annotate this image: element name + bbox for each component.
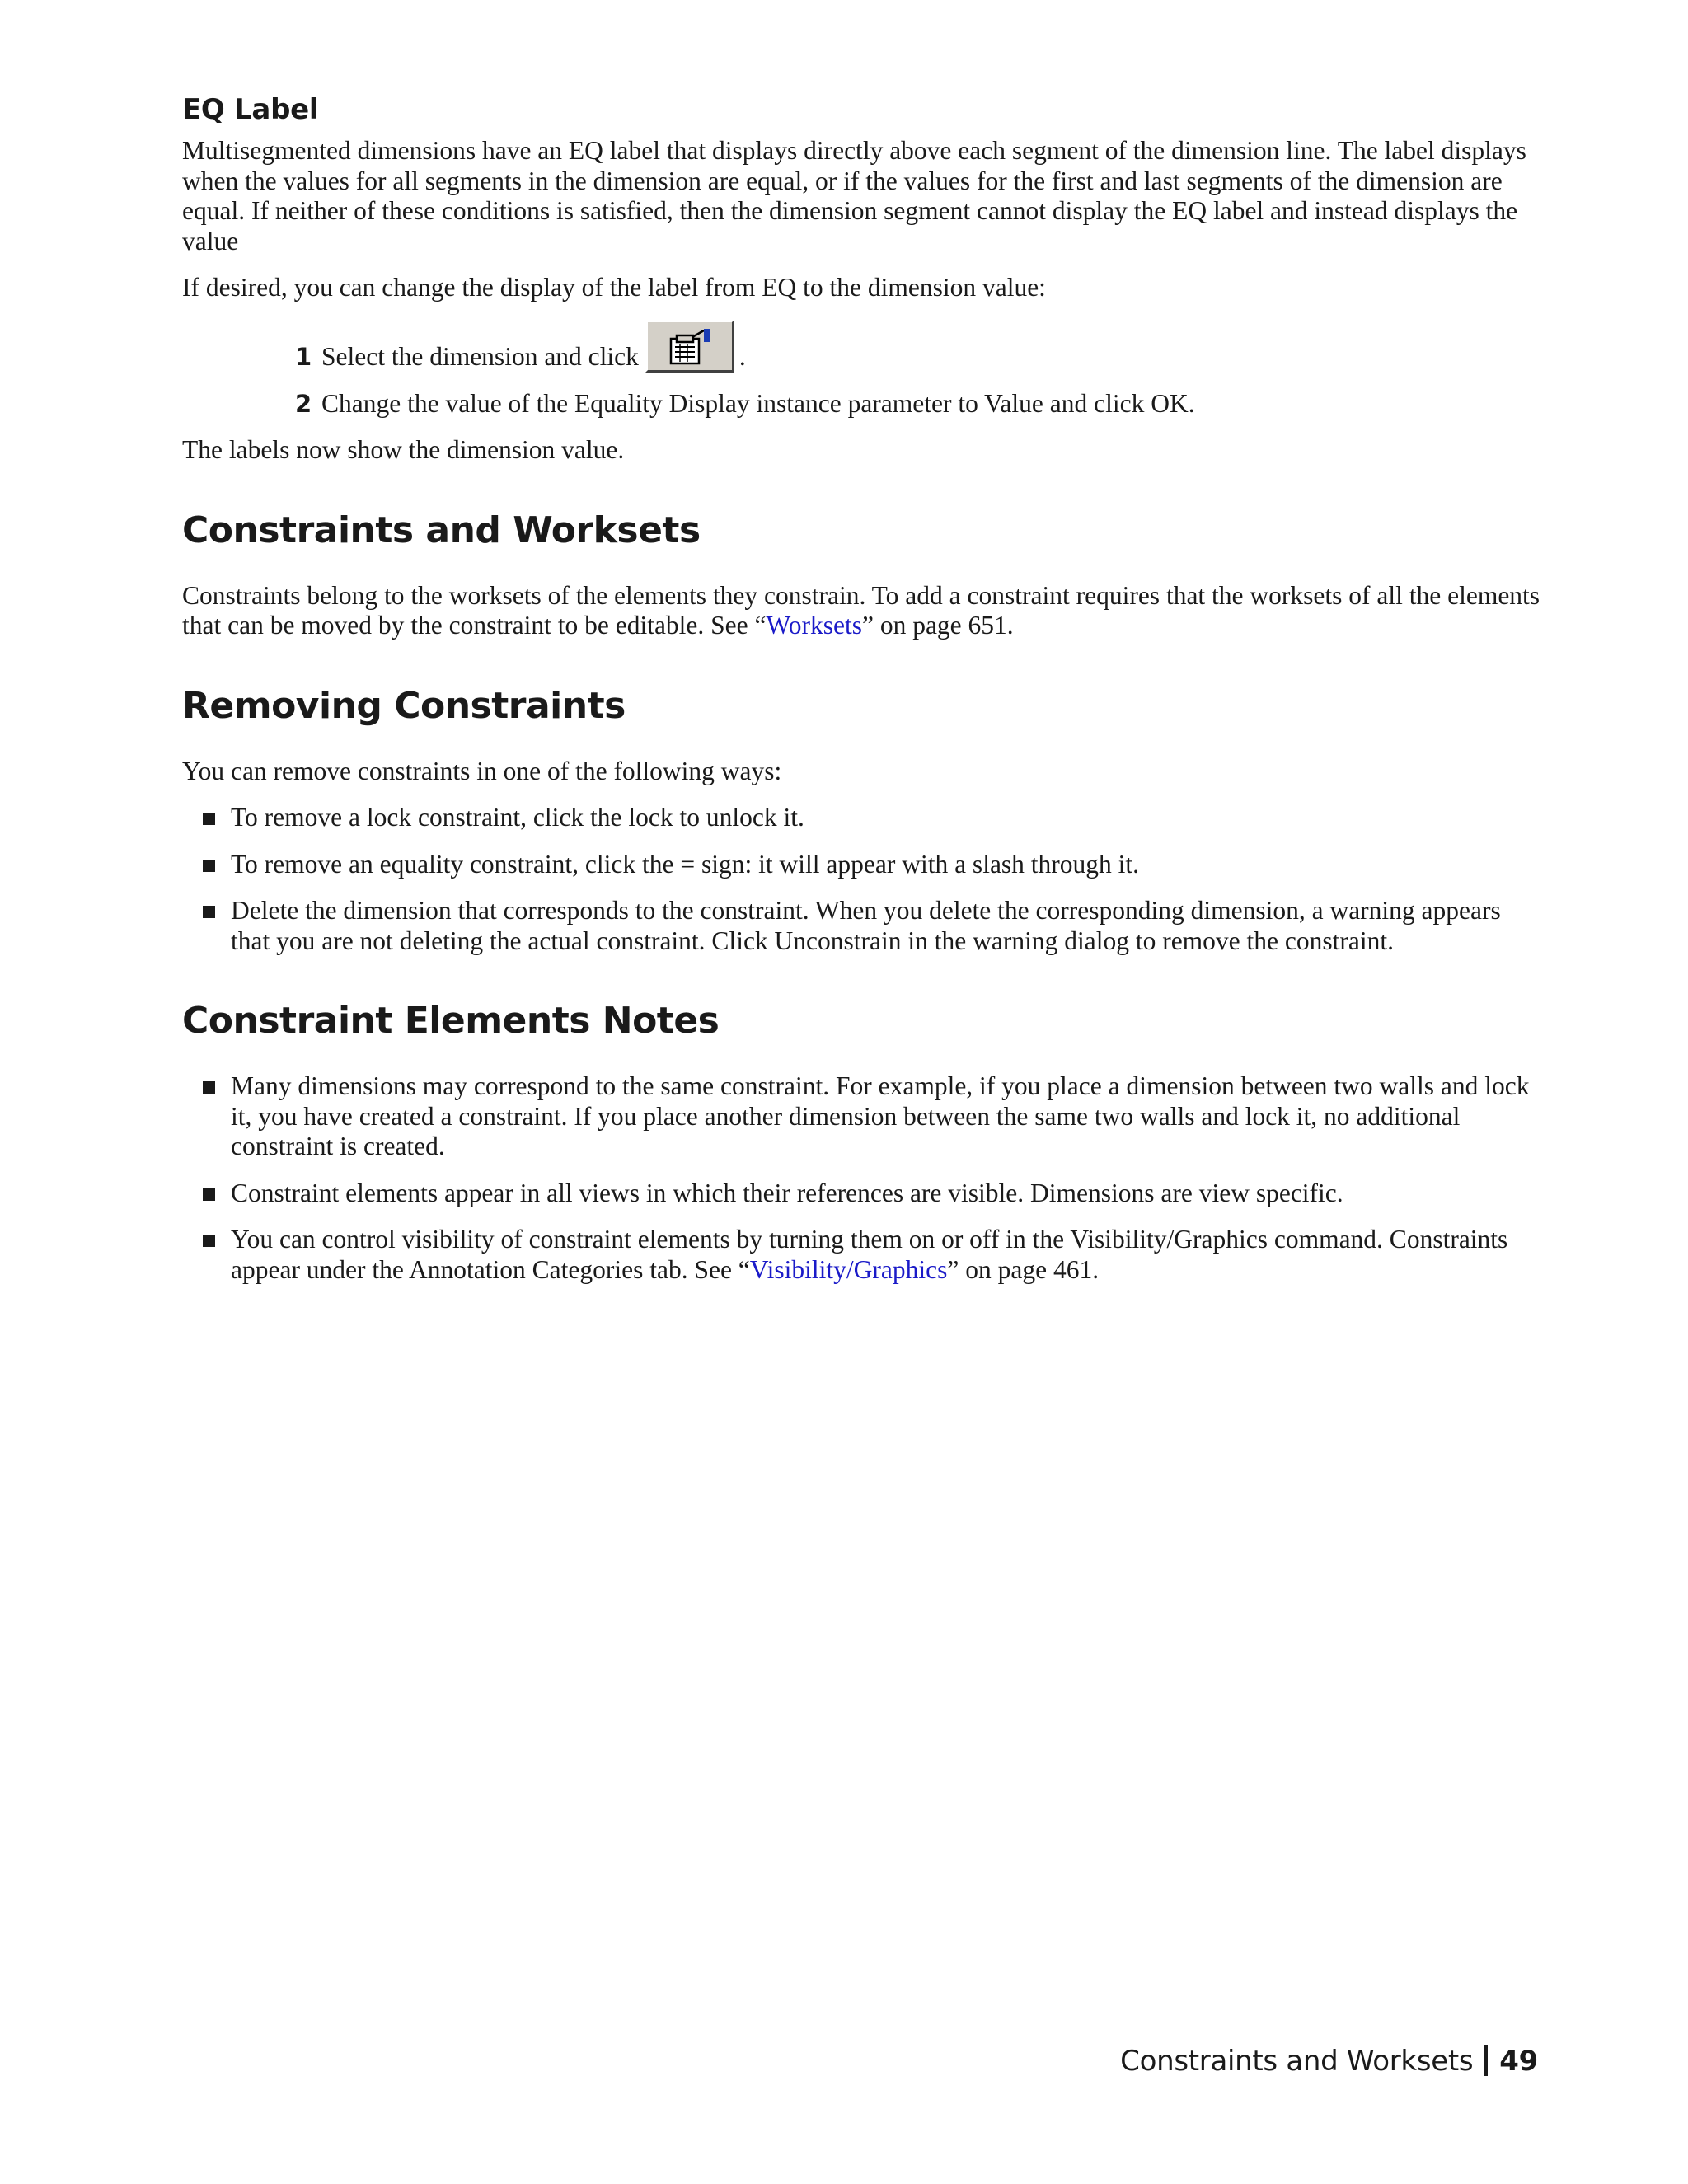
list-item-text: Delete the dimension that corresponds to the constraint. When you delete the corresponding dimension, a warning appears that you are not deleting the actual constraint. Click Unconstrain in the warning dialog to remove the constraint. — [231, 896, 1501, 955]
constraint-elements-notes-heading: Constraint Elements Notes — [182, 1000, 720, 1042]
step-number: 2 — [295, 389, 312, 418]
constraints-worksets-heading: Constraints and Worksets — [182, 509, 701, 551]
removing-constraints-list — [182, 803, 1542, 956]
list-item-text-start: You can control visibility of constraint elements by turning them on or off in the Visibility/Graphics command. Constraints appear under the Annotation Categories tab. See “ — [231, 1225, 1508, 1284]
visibility-graphics-link[interactable]: Visibility/Graphics — [749, 1254, 948, 1284]
removing-constraints-intro: You can remove constraints in one of the following ways: — [182, 756, 782, 785]
worksets-link[interactable]: Worksets — [766, 611, 862, 640]
bullet-icon — [182, 896, 231, 956]
bullet-icon — [182, 1071, 231, 1162]
constraint-notes-list — [182, 1071, 1542, 1285]
document-page — [182, 92, 1542, 1301]
page-number: 49 — [1499, 2045, 1538, 2078]
list-item-text — [231, 1225, 1542, 1285]
list-item — [182, 1225, 1542, 1285]
step-text-end: . — [738, 342, 746, 371]
step-number: 1 — [295, 343, 312, 371]
bullet-icon — [182, 1225, 231, 1285]
step-1 — [295, 320, 1542, 373]
list-item-text: Many dimensions may correspond to the same constraint. For example, if you place a dimension between two walls and lock it, you have created a constraint. If you place another dimension between the same two walls and lock it, no additional constraint is created. — [231, 1071, 1530, 1160]
removing-constraints-heading: Removing Constraints — [182, 684, 626, 727]
list-item-text: Constraint elements appear in all views in which their references are visible. Dimensions are view specific. — [231, 1178, 1343, 1207]
bullet-icon — [182, 1179, 231, 1209]
paragraph-text: Constraints belong to the worksets of the elements they constrain. To add a constraint requires that the worksets of all the elements that can be moved by the constraint to be editable. See “ — [182, 580, 1540, 640]
element-properties-icon — [668, 327, 714, 367]
eq-label-instruction: If desired, you can change the display of the label from EQ to the dimension value: — [182, 273, 1046, 302]
paragraph-text-end: ” on page 651. — [861, 611, 1014, 640]
constraints-worksets-paragraph — [182, 581, 1542, 641]
list-item-text: To remove a lock constraint, click the lock to unlock it. — [231, 803, 804, 832]
element-properties-button[interactable] — [645, 320, 734, 373]
footer-chapter-title: Constraints and Worksets — [1120, 2045, 1474, 2078]
eq-label-steps — [182, 320, 1542, 419]
list-item — [182, 850, 1542, 880]
bullet-icon — [182, 803, 231, 833]
bullet-icon — [182, 850, 231, 880]
list-item — [182, 1179, 1542, 1209]
list-item — [182, 803, 1542, 833]
step-text: Select the dimension and click — [321, 342, 639, 371]
list-item — [182, 1071, 1542, 1162]
step-2 — [295, 389, 1542, 419]
list-item-text: To remove an equality constraint, click the = sign: it will appear with a slash through it. — [231, 849, 1140, 879]
eq-label-paragraph: Multisegmented dimensions have an EQ label that displays directly above each segment of the dimension line. The label displays when the values for all segments in the dimension are equal, or if the values for the first and last segments of the dimension are equal. If neither of these conditions is satisfied, then the dimension segment cannot display the EQ label and instead displays the value — [182, 136, 1526, 255]
step-text: Change the value of the Equality Display instance parameter to Value and click OK. — [321, 388, 1195, 418]
list-item-text-end: ” on page 461. — [947, 1254, 1100, 1284]
footer-separator — [1484, 2045, 1488, 2076]
list-item — [182, 896, 1542, 956]
eq-label-heading: EQ Label — [182, 93, 319, 126]
eq-label-result: The labels now show the dimension value. — [182, 435, 625, 464]
page-footer — [1120, 2044, 1538, 2079]
